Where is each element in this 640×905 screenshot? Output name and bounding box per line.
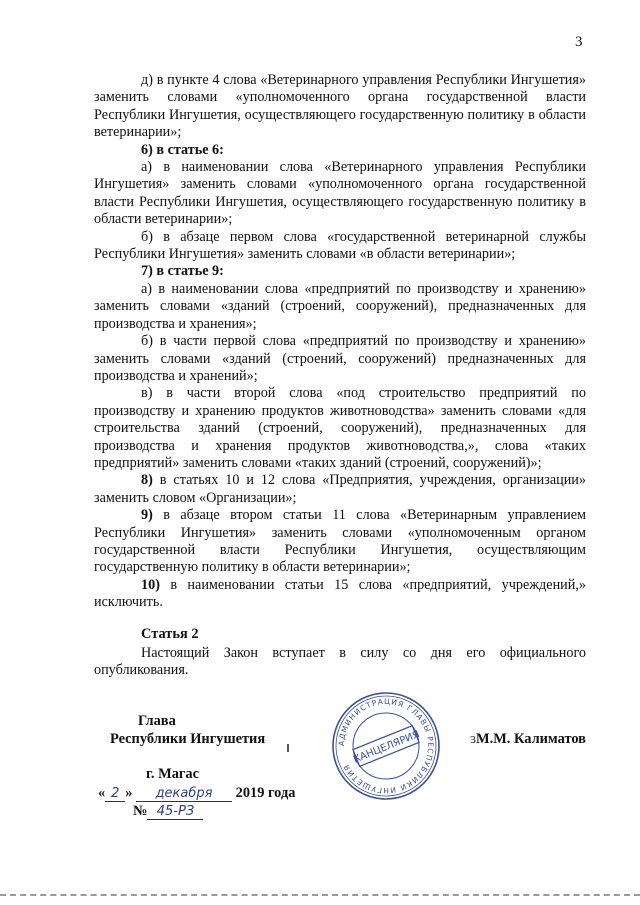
item-text: в статьях 10 и 12 слова «Предприятия, учреждения, организации» заменить словом «Организации»; — [94, 472, 586, 506]
signer-title-line2: Республики Ингушетия — [110, 731, 266, 747]
signing-city: г. Магас — [146, 766, 200, 782]
paragraph: б) в части первой слова «предприятий по производству и хранению» заменить словами «зданий (строений, сооружений) предназначенных для производства и хранений»; — [94, 333, 586, 384]
signer-title-line1: Глава — [138, 713, 176, 729]
handwritten-day: 2 — [105, 787, 125, 802]
paragraph: а) в наименовании слова «Ветеринарного управления Республики Ингушетия» заменить словами «уполномоченного органа государственной власти Республики Ингушетия, осуществляющего государственную политику в области ветеринарии»; — [94, 159, 586, 228]
item-text: в абзаце втором статьи 11 слова «Ветеринарным управлением Республики Ингушетия» заменить словами «уполномоченным органом государственной власти Республики Ингушетия, осуществляющим государственную политику в области ветеринарии»; — [94, 507, 586, 576]
handwritten-law-number: 45-РЗ — [147, 805, 203, 820]
law-number: № 45-РЗ — [133, 803, 203, 820]
item-text: в наименовании статьи 15 слова «предприятий, учреждений,» исключить. — [94, 576, 586, 611]
article-heading: Статья 2 — [141, 626, 199, 642]
paragraph — [94, 577, 586, 612]
paragraph — [94, 472, 586, 507]
pen-mark — [287, 744, 289, 752]
signing-date: « 2 » декабря 2019 года — [98, 785, 296, 801]
signer-name: ɜМ.М. Калиматов — [470, 731, 586, 747]
amendment-list — [94, 72, 586, 612]
svg-text:АДМИНИСТРАЦИЯ ГЛАВЫ РЕСПУБЛИКИ: АДМИНИСТРАЦИЯ ГЛАВЫ РЕСПУБЛИКИ ИНГУШЕТИЯ — [336, 696, 436, 796]
section-heading: 6) в статье 6: — [141, 141, 224, 158]
page-number: 3 — [575, 34, 583, 50]
section-heading: 7) в статье 9: — [141, 263, 224, 280]
svg-text:КАНЦЕЛЯРИЯ: КАНЦЕЛЯРИЯ — [351, 729, 422, 766]
item-number: 10) — [141, 576, 160, 593]
item-number: 8) — [141, 472, 153, 489]
item-number: 9) — [141, 507, 153, 524]
paragraph: в) в части второй слова «под строительство предприятий по производству и хранению продуктов животноводства» заменить словами «для строительства зданий (строений, сооружений), предназначенных для производства и хранения продуктов животноводства,», слова «таких предприятий» заменить словами «таких зданий (строений, сооружений)»; — [94, 385, 586, 471]
official-seal-stamp — [330, 690, 442, 802]
handwritten-month: декабря — [136, 787, 232, 802]
paragraph: д) в пункте 4 слова «Ветеринарного управления Республики Ингушетия» заменить словами «уполномоченного органа государственной власти Республики Ингушетия, осуществляющего государственную политику в области ветеринарии»; — [94, 72, 586, 141]
bottom-divider — [0, 894, 640, 896]
article-text: Настоящий Закон вступает в силу со дня его официального опубликования. — [94, 645, 586, 679]
paragraph — [94, 507, 586, 577]
paragraph: б) в абзаце первом слова «государственной ветеринарной службы Республики Ингушетия» заменить словами «в области ветеринарии»; — [94, 228, 586, 263]
article-body — [94, 645, 586, 680]
paragraph: а) в наименовании слова «предприятий по производству и хранению» заменить словами «зданий (строений, сооружений), предназначенных для производства и хранения»; — [94, 280, 586, 332]
